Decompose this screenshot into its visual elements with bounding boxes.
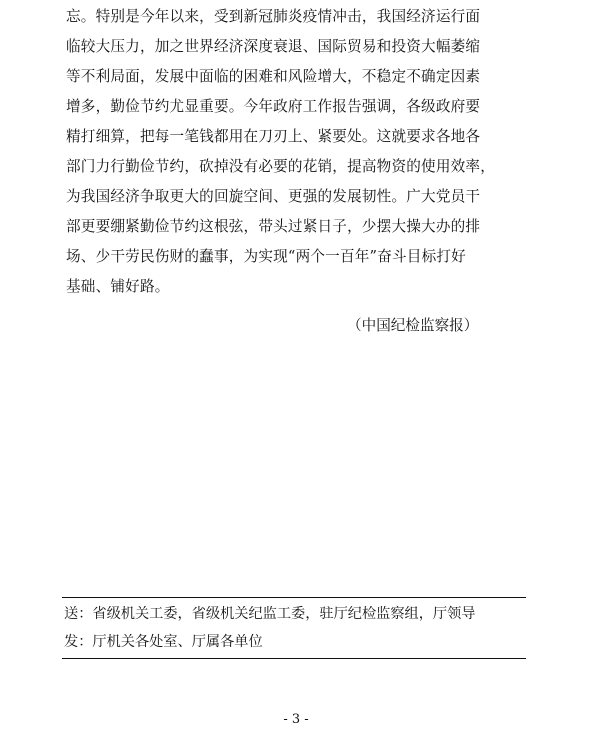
source-attribution: （中国纪检监察报） (347, 317, 479, 334)
distribution-line: 送：省级机关工委，省级机关纪监工委，驻厅纪检监察组，厅领导 (64, 606, 476, 622)
bottom-divider (62, 658, 526, 659)
body-line: 基础、铺好路。 (66, 278, 170, 295)
article-body (66, 2, 530, 302)
body-line: 场、少干劳民伤财的蠢事，为实现“两个一百年”奋斗目标打好 (66, 248, 466, 265)
body-line: 等不利局面，发展中面临的困难和风险增大，不稳定不确定因素 (66, 68, 481, 85)
page-number: - 3 - (283, 712, 309, 727)
body-line: 增多，勤俭节约尤显重要。今年政府工作报告强调，各级政府要 (66, 98, 481, 115)
body-line: 部门力行勤俭节约，砍掉没有必要的花销，提高物资的使用效率， (66, 158, 496, 175)
body-line: 精打细算，把每一笔钱都用在刀刃上、紧要处。这就要求各地各 (66, 128, 481, 145)
body-line: 临较大压力，加之世界经济深度衰退、国际贸易和投资大幅萎缩 (66, 38, 481, 55)
distribution-list (62, 597, 526, 659)
distribution-line: 发：厅机关各处室、厅属各单位 (64, 634, 263, 650)
body-line: 为我国经济争取更大的回旋空间、更强的发展韧性。广大党员干 (66, 188, 481, 205)
body-line: 部更要绷紧勤俭节约这根弦，带头过紧日子，少摆大操大办的排 (66, 218, 481, 235)
body-line: 忘。特别是今年以来，受到新冠肺炎疫情冲击，我国经济运行面 (66, 8, 481, 25)
